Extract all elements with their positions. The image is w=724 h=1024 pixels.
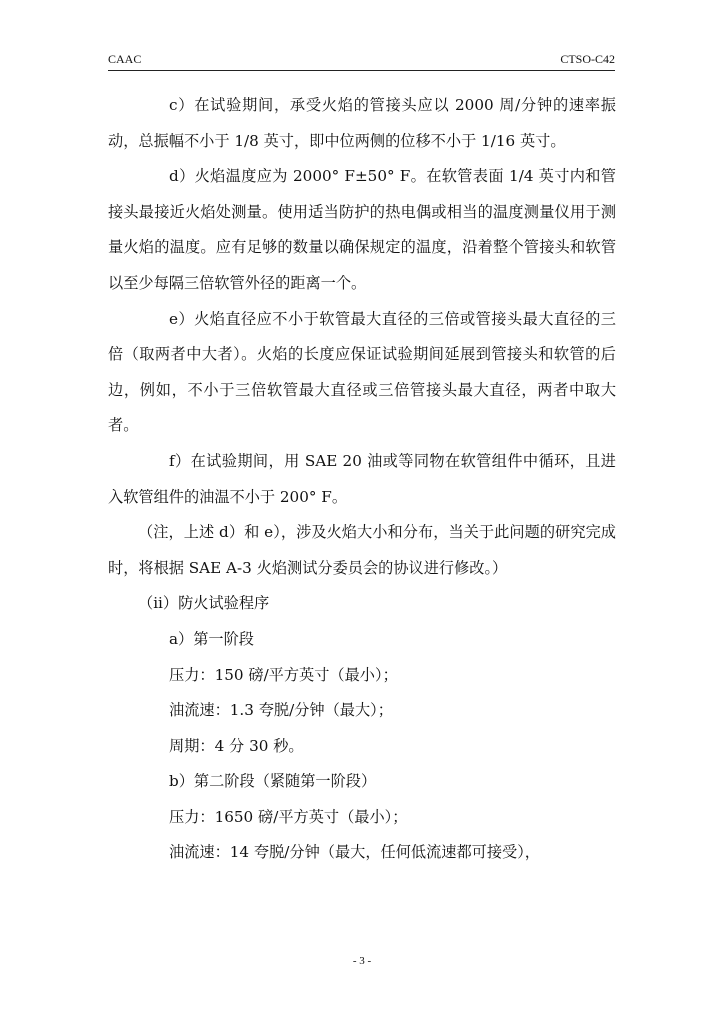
- stage-a-title: a）第一阶段: [169, 629, 254, 648]
- page-header: [108, 50, 615, 71]
- paragraph-note: （注，上述 d）和 e），涉及火焰大小和分布，当关于此问题的研究完成时，将根据 SAE A-3 火焰测试分委员会的协议进行修改。）: [108, 523, 616, 577]
- section-heading-ii: （ii）防火试验程序: [138, 594, 270, 613]
- document-body: [108, 88, 616, 871]
- stage-a-flow: 油流速：1.3 夸脱/分钟（最大）；: [169, 701, 393, 720]
- stage-b-title: b）第二阶段（紧随第一阶段）: [169, 772, 377, 791]
- header-right-text: CTSO-C42: [560, 52, 615, 66]
- header-left-text: CAAC: [108, 52, 142, 66]
- stage-b-pressure: 压力：1650 磅/平方英寸（最小）；: [169, 807, 408, 826]
- page-number: - 3 -: [352, 955, 372, 967]
- paragraph-c: c）在试验期间，承受火焰的管接头应以 2000 周/分钟的速率振动，总振幅不小于 1/8 英寸，即中位两侧的位移不小于 1/16 英寸。: [108, 96, 616, 150]
- paragraph-d: d）火焰温度应为 2000° F±50° F。在软管表面 1/4 英寸内和管接头最接近火焰处测量。使用适当防护的热电偶或相当的温度测量仪用于测量火焰的温度。应有足够的数量以确保规定的温度，沿着整个管接头和软管以至少每隔三倍软管外径的距离一个。: [108, 167, 616, 292]
- paragraph-e: e）火焰直径应不小于软管最大直径的三倍或管接头最大直径的三倍（取两者中大者）。火焰的长度应保证试验期间延展到管接头和软管的后边，例如，不小于三倍软管最大直径或三倍管接头最大直径，两者中取大者。: [108, 309, 616, 435]
- paragraph-f: f）在试验期间，用 SAE 20 油或等同物在软管组件中循环，且进入软管组件的油温不小于 200° F。: [108, 451, 616, 506]
- stage-a-pressure: 压力：150 磅/平方英寸（最小）；: [169, 665, 398, 684]
- stage-b-flow: 油流速：14 夸脱/分钟（最大，任何低流速都可接受），: [169, 843, 540, 862]
- stage-a-period: 周期：4 分 30 秒。: [169, 736, 304, 755]
